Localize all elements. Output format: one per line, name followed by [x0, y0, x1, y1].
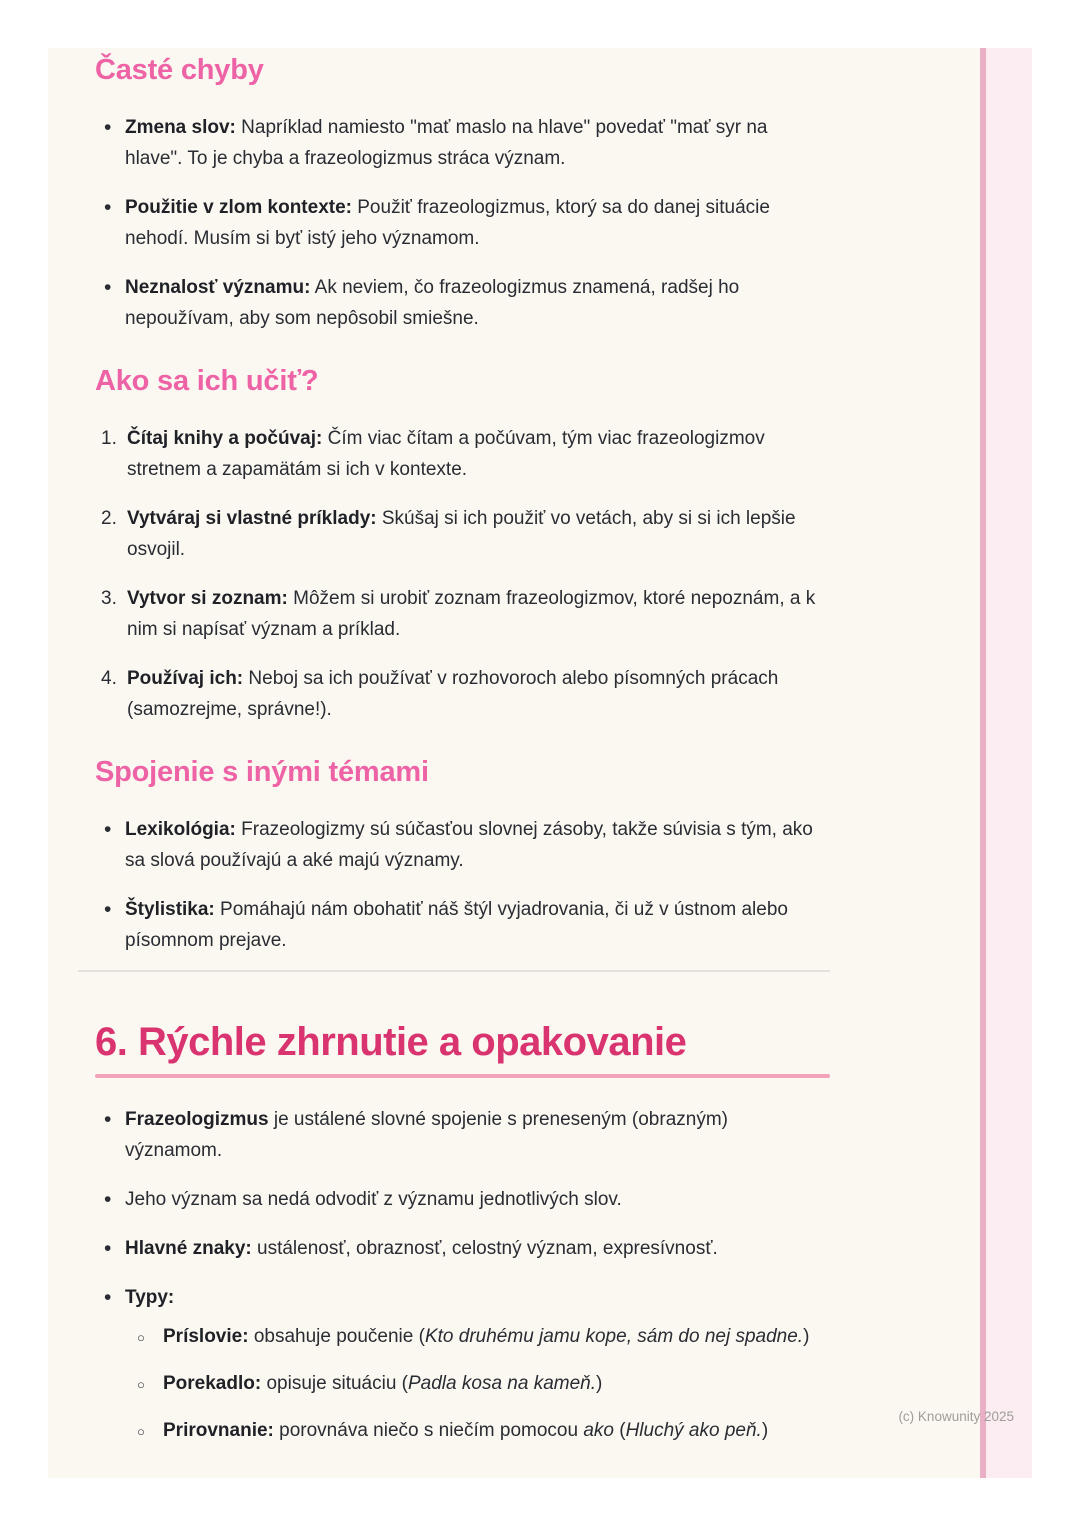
summary-bullet-list [95, 1104, 830, 1446]
nested-list-item [135, 1368, 830, 1399]
list-item [95, 1104, 830, 1166]
list-item [95, 112, 830, 174]
text: ustálenosť, obraznosť, celostný význam, expresívnosť. [251, 1238, 718, 1259]
nested-list-item [135, 1321, 830, 1352]
text: Neboj sa ich používať v rozhovoroch alebo písomných prácach (samozrejme, správne!). [127, 668, 779, 720]
copyright-footer: (c) Knowunity 2025 [898, 1409, 1014, 1424]
bold-text: Vytvor si zoznam: [127, 588, 288, 609]
section-summary [95, 1018, 830, 1446]
bold-text: Štylistika: [125, 899, 215, 920]
bold-text: Použitie v zlom kontexte: [125, 197, 352, 218]
section-heading: Časté chyby [95, 54, 264, 86]
text: Čím viac čítam a počúvam, tým viac frazeologizmov stretnem a zapamätám si ich v kontexte. [127, 428, 765, 480]
list-item [95, 1282, 830, 1446]
list-item [95, 894, 830, 956]
text: Môžem si urobiť zoznam frazeologizmov, ktoré nepoznám, a k nim si napísať význam a príklad. [127, 588, 816, 640]
bold-text: Používaj ich: [127, 668, 244, 689]
bold-text: Prirovnanie: [163, 1420, 274, 1441]
section-related-topics [95, 755, 830, 956]
numbered-list [95, 423, 830, 725]
bold-text: Zmena slov: [125, 117, 236, 138]
list-item [95, 272, 830, 334]
list-item [95, 814, 830, 876]
section-heading: Spojenie s inými témami [95, 756, 429, 788]
text: obsahuje poučenie ( [248, 1326, 425, 1347]
section-heading: Ako sa ich učiť? [95, 365, 319, 397]
bold-text: Typy: [125, 1287, 175, 1308]
text: Použiť frazeologizmus, ktorý sa do danej situácie nehodí. Musím si byť istý jeho významom. [125, 197, 770, 249]
nested-list [135, 1321, 830, 1446]
italic-text: Hluchý ako peň. [625, 1420, 762, 1441]
list-item [95, 1184, 830, 1215]
bullet-list [95, 814, 830, 956]
bold-text: Čítaj knihy a počúvaj: [127, 428, 323, 449]
text: ( [613, 1420, 626, 1441]
bold-text: Vytváraj si vlastné príklady: [127, 508, 377, 529]
bold-text: Príslovie: [163, 1326, 249, 1347]
bold-text: Neznalosť významu: [125, 277, 311, 298]
section-how-to-learn [95, 364, 830, 725]
nested-list-item [135, 1415, 830, 1446]
bullet-list [95, 112, 830, 334]
text: Pomáhajú nám obohatiť náš štýl vyjadrovania, či už v ústnom alebo písomnom prejave. [125, 899, 788, 951]
text: opisuje situáciu ( [261, 1373, 408, 1394]
bold-text: Porekadlo: [163, 1373, 262, 1394]
list-item [95, 663, 830, 725]
list-item [95, 583, 830, 645]
text: Napríklad namiesto "mať maslo na hlave" povedať "mať syr na hlave". To je chyba a frazeologizmus stráca význam. [125, 117, 768, 169]
title-underline [95, 1074, 830, 1078]
summary-title: 6. Rýchle zhrnutie a opakovanie [95, 1020, 687, 1064]
list-item [95, 503, 830, 565]
section-common-mistakes [95, 53, 830, 334]
italic-text: Kto druhému jamu kope, sám do nej spadne. [424, 1326, 804, 1347]
text: Frazeologizmy sú súčasťou slovnej zásoby, takže súvisia s tým, ako sa slová používajú a aké majú významy. [125, 819, 813, 871]
notes-content [48, 48, 1032, 1478]
bold-text: Lexikológia: [125, 819, 236, 840]
text: Ak neviem, čo frazeologizmus znamená, radšej ho nepoužívam, aby som nepôsobil smiešne. [125, 277, 740, 329]
italic-text: ako [583, 1420, 614, 1441]
notes-page-card [48, 48, 1032, 1478]
text: Jeho význam sa nedá odvodiť z významu jednotlivých slov. [125, 1189, 622, 1210]
section-divider [78, 970, 830, 972]
text: Skúšaj si ich použiť vo vetách, aby si si ich lepšie osvojil. [127, 508, 796, 560]
italic-text: Padla kosa na kameň. [408, 1373, 597, 1394]
text: porovnáva niečo s niečím pomocou [273, 1420, 584, 1441]
bold-text: Frazeologizmus [125, 1109, 269, 1130]
text: ) [803, 1326, 810, 1347]
list-item [95, 192, 830, 254]
text: je ustálené slovné spojenie s preneseným (obrazným) významom. [125, 1109, 728, 1161]
bold-text: Hlavné znaky: [125, 1238, 252, 1259]
text: ) [761, 1420, 769, 1441]
list-item [95, 1233, 830, 1264]
list-item [95, 423, 830, 485]
text: ) [596, 1373, 603, 1394]
